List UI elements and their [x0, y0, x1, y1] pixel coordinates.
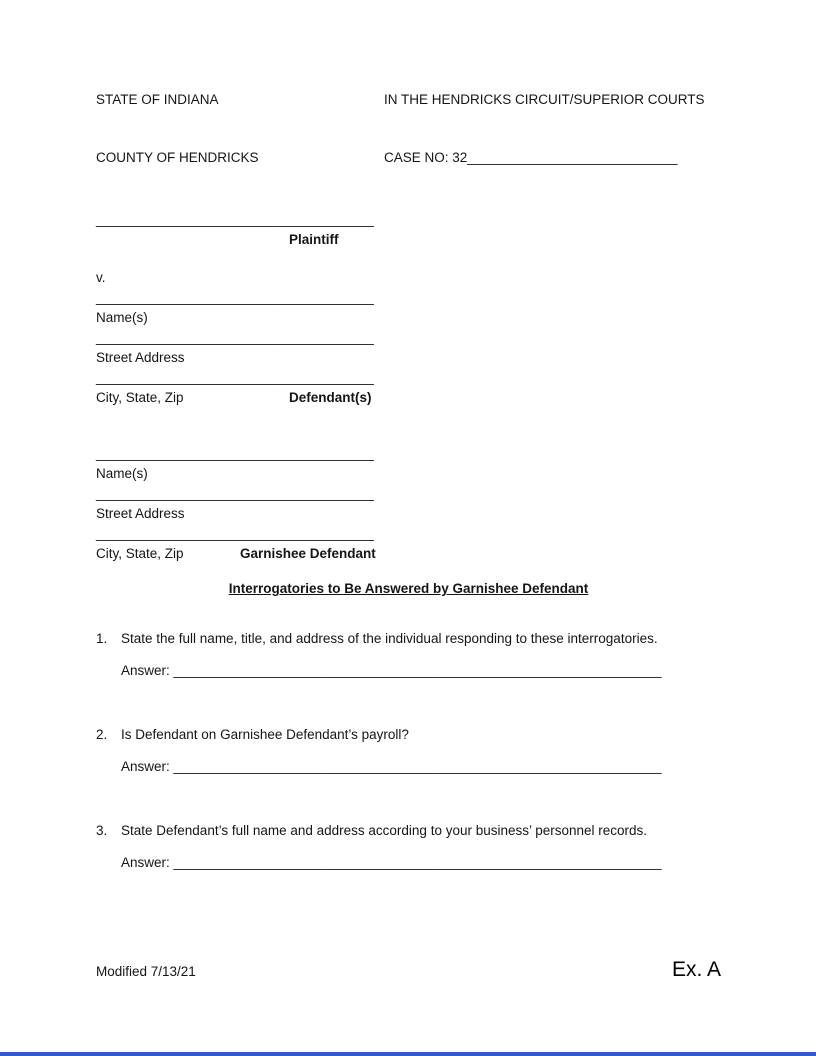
- answer-2: [96, 757, 721, 777]
- garnishee-name-label: Name(s): [96, 466, 148, 481]
- case-number-blank-line: ____________________________: [467, 150, 678, 165]
- answer-2-blank-line: _________________________________________________________________: [173, 759, 662, 774]
- garnishee-street-label: Street Address: [96, 506, 185, 521]
- answer-1: [96, 661, 721, 681]
- caption-plaintiff-block: [96, 210, 721, 408]
- garnishee-role-label: Garnishee Defendant: [240, 546, 376, 561]
- plaintiff-name-blank-line: _____________________________________: [96, 212, 374, 227]
- garnishee-city-label: City, State, Zip: [96, 546, 184, 561]
- modified-date: Modified 7/13/21: [96, 964, 196, 979]
- garnishee-name-blank-line: _____________________________________: [96, 446, 374, 461]
- answer-3-label: Answer:: [121, 855, 174, 870]
- versus: v.: [96, 270, 106, 285]
- header-county: COUNTY OF HENDRICKS: [96, 150, 259, 165]
- defendant-street-label: Street Address: [96, 350, 185, 365]
- answer-2-label: Answer:: [121, 759, 174, 774]
- defendant-label-row: [96, 388, 721, 408]
- question-2-text: Is Defendant on Garnishee Defendant’s payroll?: [121, 727, 409, 742]
- plaintiff-label-row: [96, 230, 721, 250]
- header-row-2: [96, 148, 721, 168]
- plaintiff-label: Plaintiff: [289, 232, 339, 247]
- case-number: [384, 148, 721, 168]
- exhibit-label: Ex. A: [671, 958, 721, 981]
- garnishee-label-row: [96, 544, 721, 564]
- question-1-text: State the full name, title, and address of the individual responding to these interrogatories.: [121, 631, 658, 646]
- defendant-role-label: Defendant(s): [289, 390, 372, 405]
- defendant-street-blank-line: _____________________________________: [96, 330, 374, 345]
- header-state: STATE OF INDIANA: [96, 92, 219, 107]
- case-number-label: CASE NO: 32: [384, 150, 468, 165]
- caption-garnishee-block: [96, 444, 721, 564]
- answer-1-label: Answer:: [121, 663, 174, 678]
- header-court: IN THE HENDRICKS CIRCUIT/SUPERIOR COURTS: [384, 92, 705, 107]
- answer-3: [96, 853, 721, 873]
- garnishee-street-blank-line: _____________________________________: [96, 486, 374, 501]
- question-2: [96, 725, 721, 745]
- footer: [96, 958, 721, 982]
- question-2-number: 2.: [96, 727, 108, 742]
- question-3-text: State Defendant’s full name and address according to your business’ personnel records.: [121, 823, 648, 838]
- defendant-city-blank-line: _____________________________________: [96, 370, 374, 385]
- answer-1-blank-line: _________________________________________________________________: [173, 663, 662, 678]
- answer-3-blank-line: _________________________________________________________________: [173, 855, 662, 870]
- garnishee-city-blank-line: _____________________________________: [96, 526, 374, 541]
- question-1: [96, 629, 721, 649]
- header-row-1: [96, 90, 721, 110]
- document-title: Interrogatories to Be Answered by Garnishee Defendant: [228, 581, 589, 596]
- bottom-edge-bar: [0, 1052, 816, 1056]
- defendant-name-blank-line: _____________________________________: [96, 290, 374, 305]
- question-1-number: 1.: [96, 631, 108, 646]
- defendant-name-label: Name(s): [96, 310, 148, 325]
- question-3-number: 3.: [96, 823, 108, 838]
- question-3: [96, 821, 721, 841]
- defendant-city-label: City, State, Zip: [96, 390, 184, 405]
